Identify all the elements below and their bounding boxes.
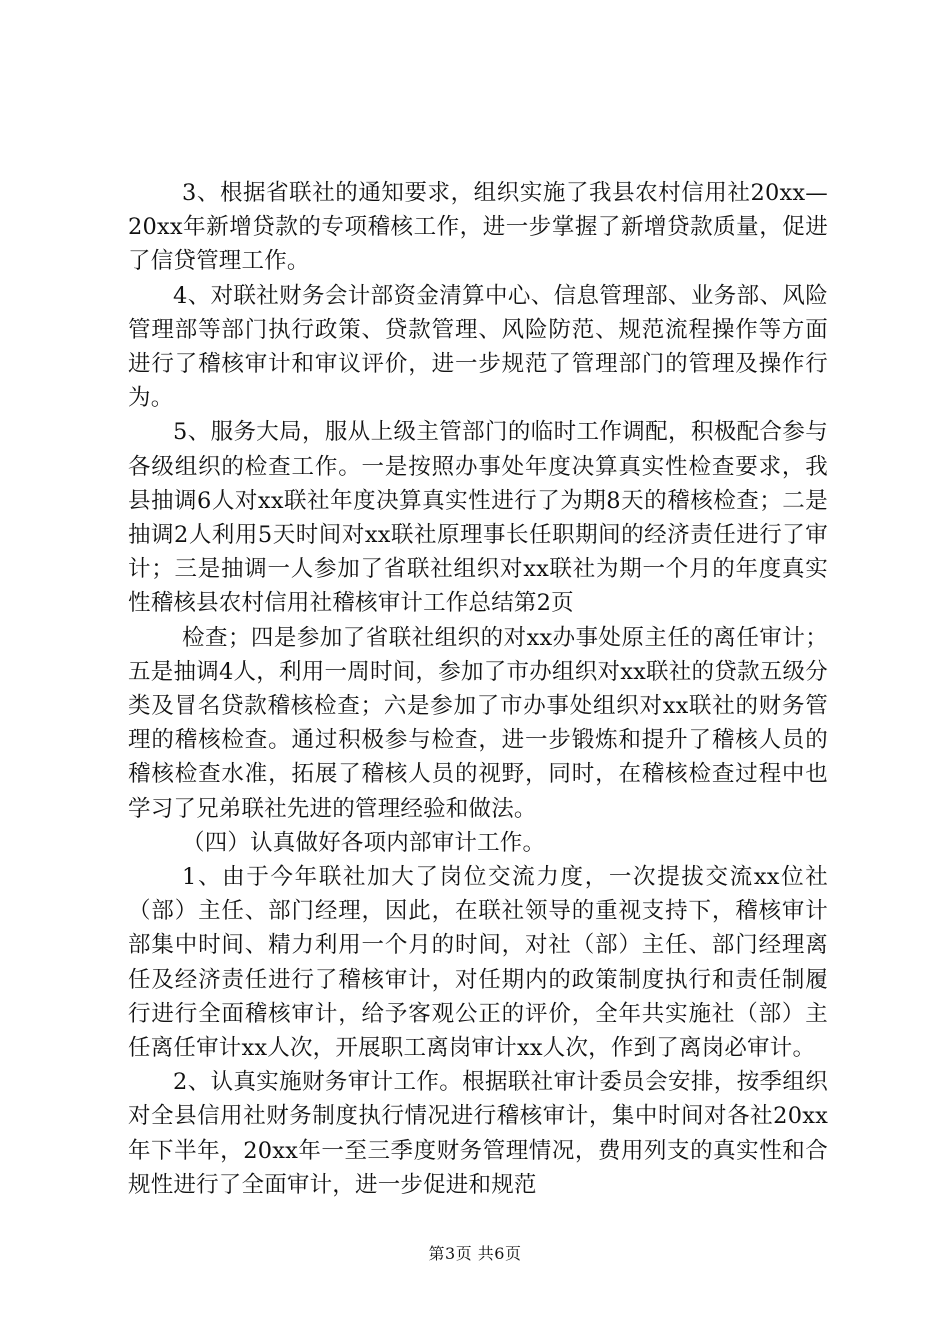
paragraph-item-5: 5、服务大局，服从上级主管部门的临时工作调配，积极配合参与各级组织的检查工作。一是按照办事处年度决算真实性检查要求，我县抽调6人对xx联社年度决算真实性进行了为期8天的稽核检查；二是抽调2人利用5天时间对xx联社原理事长任职期间的经济责任进行了审计；三是抽调一人参加了省联社组织对xx联社为期一个月的年度真实性稽核县农村信用社稽核审计工作总结第2页 bbox=[128, 419, 828, 617]
page-number-footer: 第3页 共6页 bbox=[428, 1244, 522, 1263]
paragraph-item-3: 3、根据省联社的通知要求，组织实施了我县农村信用社20xx—20xx年新增贷款的专项稽核工作，进一步掌握了新增贷款质量，促进了信贷管理工作。 bbox=[128, 180, 828, 275]
paragraph-audit-1: 1、由于今年联社加大了岗位交流力度，一次提拔交流xx位社（部）主任、部门经理，因此，在联社领导的重视支持下，稽核审计部集中时间、精力利用一个月的时间，对社（部）主任、部门经理离任及经济责任进行了稽核审计，对任期内的政策制度执行和责任制履行进行全面稽核审计，给予客观公正的评价，全年共实施社（部）主任离任审计xx人次，开展职工离岗审计xx人次，作到了离岗必审计。 bbox=[128, 864, 828, 1062]
paragraph-item-4: 4、对联社财务会计部资金清算中心、信息管理部、业务部、风险管理部等部门执行政策、贷款管理、风险防范、规范流程操作等方面进行了稽核审计和审议评价，进一步规范了管理部门的管理及操作行为。 bbox=[128, 282, 828, 412]
paragraph-continuation: 检查；四是参加了省联社组织的对xx办事处原主任的离任审计；五是抽调4人，利用一周时间，参加了市办组织对xx联社的贷款五级分类及冒名贷款稽核检查；六是参加了市办事处组织对xx联社的财务管理的稽核检查。通过积极参与检查，进一步锻炼和提升了稽核人员的稽核检查水准，拓展了稽核人员的视野，同时，在稽核检查过程中也学习了兄弟联社先进的管理经验和做法。 bbox=[128, 624, 828, 822]
section-heading-4: （四）认真做好各项内部审计工作。 bbox=[182, 829, 546, 856]
paragraph-audit-2: 2、认真实施财务审计工作。根据联社审计委员会安排，按季组织对全县信用社财务制度执行情况进行稽核审计，集中时间对各社20xx年下半年，20xx年一至三季度财务管理情况，费用列支的真实性和合规性进行了全面审计，进一步促进和规范 bbox=[128, 1069, 828, 1198]
document-body bbox=[128, 176, 828, 1202]
